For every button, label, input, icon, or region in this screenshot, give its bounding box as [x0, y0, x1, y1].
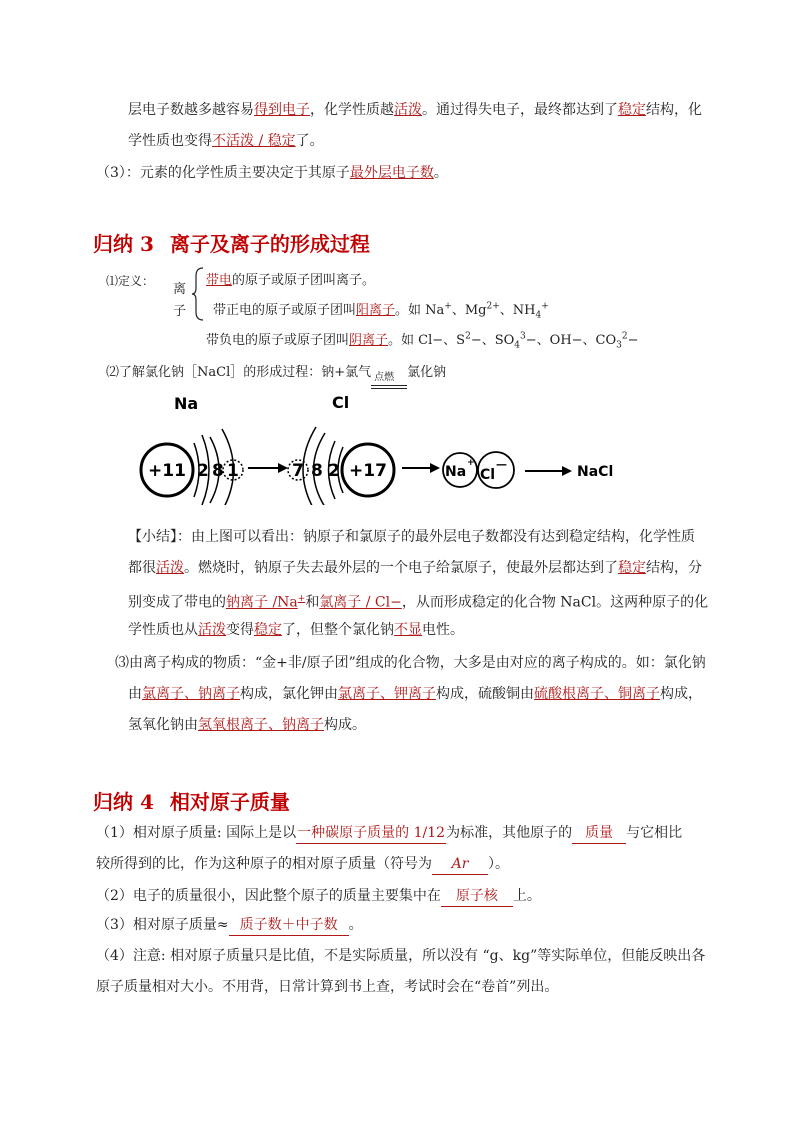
para-line: 学性质也变得不活泼 / 稳定了。 — [128, 133, 324, 149]
ion-char: 离 — [173, 282, 187, 297]
cl-ion-label: Cl — [480, 467, 496, 483]
answer-blank: 稳定 — [618, 102, 646, 118]
definition-line: 带正电的原子或原子团叫阳离子。如 Na+、$Mg^{2+}$、$NH_4^+$ — [213, 301, 549, 321]
summary-line: 都很活泼。燃烧时，钠原子失去最外层的一个电子给氯原子，使最外层都达到了稳定结构，分 — [128, 560, 702, 576]
para-line: 层电子数越多越容易得到电子，化学性质越活泼。通过得失电子，最终都达到了稳定结构，化 — [128, 102, 702, 118]
na-shell: 1 — [227, 461, 239, 481]
summary-line: 学性质也从活泼变得稳定了，但整个氯化钠不显电性。 — [128, 622, 464, 638]
para-line: （3）相对原子质量≈ 质子数＋中子数 。 — [96, 915, 363, 936]
cl-shell: 2 — [328, 461, 340, 481]
svg-text:—: — — [496, 458, 507, 471]
answer-blank: 活泼 — [394, 102, 422, 118]
para-line: 由氯离子、钠离子构成，氯化钾由氯离子、钾离子构成，硫酸铜由硫酸根离子、铜离子构成， — [128, 686, 702, 702]
nacl-line: ⑵了解氯化钠［NaCl］的形成过程：钠+氯气 点燃 氯化钠 — [106, 361, 446, 380]
definition-line: 带负电的原子或原子团叫阴离子。如 Cl−、$S^2-$、$SO_4^3-$、OH−、$CO_3^2-$ — [206, 331, 639, 351]
summary-line: 别变成了带电的钠离子 /Na+和氯离子 / Cl−，从而形成稳定的化合物 NaCl。这两种原子的化 — [128, 594, 709, 611]
definition-line: 带电的原子或原子团叫离子。 — [206, 273, 376, 288]
para-line: 较所得到的比，作为这种原子的相对原子质量（符号为 Ar ）。 — [96, 854, 509, 875]
answer-blank: 得到电子 — [254, 102, 310, 118]
section-heading: 归纳 4 相对原子质量 — [93, 790, 290, 814]
summary-line: 【小结】：由上图可以看出：钠原子和氯原子的最外层电子数都没有达到稳定结构，化学性质 — [128, 529, 695, 545]
para-line: （4）注意: 相对原子质量只是比值，不是实际质量，所以没有 “g、kg”等实际单位，但能反映出各 — [96, 948, 706, 964]
svg-text:+: + — [467, 458, 475, 468]
na-shell: 2 — [197, 461, 209, 481]
na-shell: 8 — [212, 461, 224, 481]
na-label: Na — [174, 394, 199, 413]
para-line: 氢氧化钠由氢氧根离子、钠离子构成。 — [128, 717, 366, 733]
product-label: NaCl — [577, 464, 614, 480]
na-core: +11 — [148, 461, 186, 481]
cl-label: Cl — [332, 393, 350, 412]
para-line: （1）相对原子质量: 国际上是以一种碳原子质量的 1/12为标准，其他原子的 质量 与它相比 — [96, 823, 682, 844]
na-ion-label: Na — [445, 464, 467, 480]
cl-core: +17 — [349, 461, 387, 481]
para-line: ⑶由离子构成的物质：“金+非/原子团”组成的化合物，大多是由对应的离子构成的。如：氯化钠 — [115, 655, 706, 671]
answer-blank: 不活泼 / 稳定 — [212, 133, 296, 149]
para-line: （2）电子的质量很小，因此整个原子的质量主要集中在 原子核 上。 — [96, 886, 541, 907]
section-heading: 归纳 3 离子及离子的形成过程 — [93, 232, 370, 256]
cl-shell: 7 — [292, 461, 304, 481]
brace-icon — [191, 266, 205, 322]
para-line: 原子质量相对大小。不用背，日常计算到书上查，考试时会在“卷首”列出。 — [96, 979, 559, 995]
definition-label: ⑴定义： — [106, 274, 155, 288]
para-line: （3）：元素的化学性质主要决定于其原子最外层电子数。 — [96, 165, 448, 181]
answer-blank: 最外层电子数 — [349, 165, 434, 181]
ion-char: 子 — [173, 304, 187, 319]
cl-shell: 8 — [311, 461, 323, 481]
nacl-formation-diagram — [130, 385, 650, 505]
